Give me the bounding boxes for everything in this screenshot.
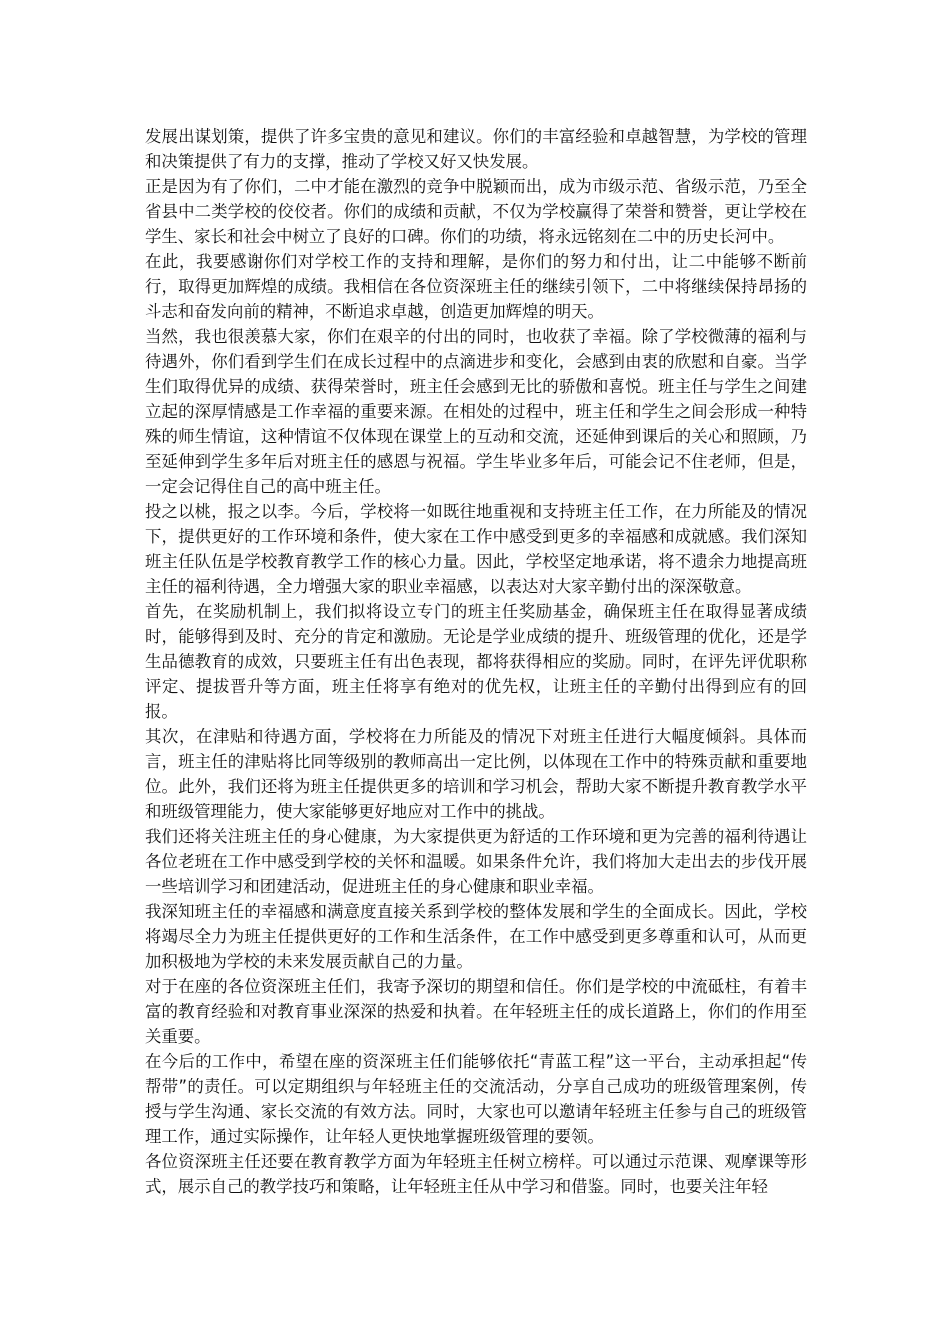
paragraph: 对于在座的各位资深班主任们，我寄予深切的期望和信任。你们是学校的中流砥柱，有着丰富的教育经验和对教育事业深深的热爱和执着。在年轻班主任的成长道路上，你们的作用至关重要。 [145, 977, 807, 1046]
paragraph: 在此，我要感谢你们对学校工作的支持和理解，是你们的努力和付出，让二中能够不断前行，取得更加辉煌的成绩。我相信在各位资深班主任的继续引领下，二中将继续保持昂扬的斗志和奋发向前的精神，不断追求卓越，创造更加辉煌的明天。 [145, 252, 807, 321]
paragraph: 投之以桃，报之以李。今后，学校将一如既往地重视和支持班主任工作，在力所能及的情况下，提供更好的工作环境和条件，使大家在工作中感受到更多的幸福感和成就感。我们深知班主任队伍是学校教育教学工作的核心力量。因此，学校坚定地承诺，将不遗余力地提高班主任的福利待遇，全力增强大家的职业幸福感，以表达对大家辛勤付出的深深敬意。 [145, 502, 807, 596]
paragraph: 各位资深班主任还要在教育教学方面为年轻班主任树立榜样。可以通过示范课、观摩课等形式，展示自己的教学技巧和策略，让年轻班主任从中学习和借鉴。同时，也要关注年轻 [145, 1152, 807, 1196]
paragraph: 当然，我也很羡慕大家，你们在艰辛的付出的同时，也收获了幸福。除了学校微薄的福利与待遇外，你们看到学生们在成长过程中的点滴进步和变化，会感到由衷的欣慰和自豪。当学生们取得优异的成绩、获得荣誉时，班主任会感到无比的骄傲和喜悦。班主任与学生之间建立起的深厚情感是工作幸福的重要来源。在相处的过程中，班主任和学生之间会形成一种特殊的师生情谊，这种情谊不仅体现在课堂上的互动和交流，还延伸到课后的关心和照顾，乃至延伸到学生多年后对班主任的感恩与祝福。学生毕业多年后，可能会记不住老师，但是，一定会记得住自己的高中班主任。 [145, 327, 807, 496]
paragraph: 我们还将关注班主任的身心健康，为大家提供更为舒适的工作环境和更为完善的福利待遇让各位老班在工作中感受到学校的关怀和温暖。如果条件允许，我们将加大走出去的步伐开展一些培训学习和团建活动，促进班主任的身心健康和职业幸福。 [145, 827, 807, 896]
paragraph: 我深知班主任的幸福感和满意度直接关系到学校的整体发展和学生的全面成长。因此，学校将竭尽全力为班主任提供更好的工作和生活条件，在工作中感受到更多尊重和认可，从而更加积极地为学校的未来发展贡献自己的力量。 [145, 902, 807, 971]
paragraph: 在今后的工作中，希望在座的资深班主任们能够依托“青蓝工程”这一平台，主动承担起“传帮带”的责任。可以定期组织与年轻班主任的交流活动，分享自己成功的班级管理案例，传授与学生沟通、家长交流的有效方法。同时，大家也可以邀请年轻班主任参与自己的班级管理工作，通过实际操作，让年轻人更快地掌握班级管理的要领。 [145, 1052, 807, 1146]
document-body [145, 124, 807, 1199]
paragraph: 正是因为有了你们，二中才能在激烈的竞争中脱颖而出，成为市级示范、省级示范，乃至全省县中二类学校的佼佼者。你们的成绩和贡献，不仅为学校赢得了荣誉和赞誉，更让学校在学生、家长和社会中树立了良好的口碑。你们的功绩，将永远铭刻在二中的历史长河中。 [145, 177, 807, 246]
paragraph: 发展出谋划策，提供了许多宝贵的意见和建议。你们的丰富经验和卓越智慧，为学校的管理和决策提供了有力的支撑，推动了学校又好又快发展。 [145, 127, 807, 171]
paragraph: 首先，在奖励机制上，我们拟将设立专门的班主任奖励基金，确保班主任在取得显著成绩时，能够得到及时、充分的肯定和激励。无论是学业成绩的提升、班级管理的优化，还是学生品德教育的成效，只要班主任有出色表现，都将获得相应的奖励。同时，在评先评优职称评定、提拔晋升等方面，班主任将享有绝对的优先权，让班主任的辛勤付出得到应有的回报。 [145, 602, 807, 721]
paragraph: 其次，在津贴和待遇方面，学校将在力所能及的情况下对班主任进行大幅度倾斜。具体而言，班主任的津贴将比同等级别的教师高出一定比例，以体现在工作中的特殊贡献和重要地位。此外，我们还将为班主任提供更多的培训和学习机会，帮助大家不断提升教育教学水平和班级管理能力，使大家能够更好地应对工作中的挑战。 [145, 727, 807, 821]
